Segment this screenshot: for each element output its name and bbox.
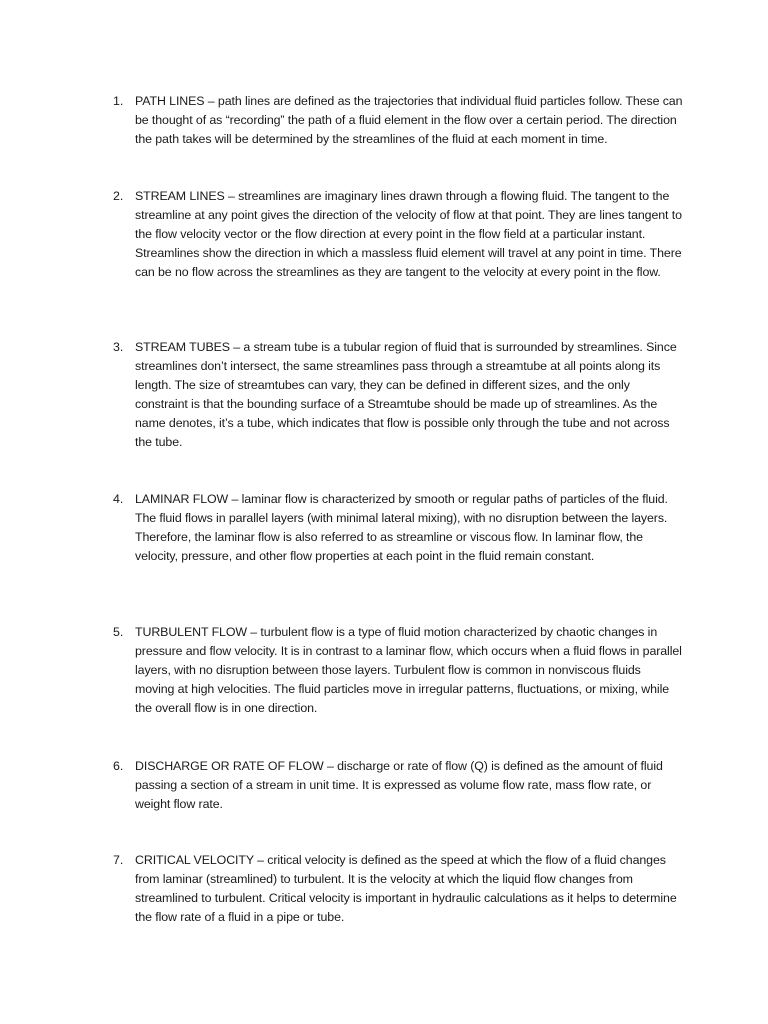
- list-item-text: PATH LINES – path lines are defined as the trajectories that individual fluid particles follow. These can be thought of as “recording” the path of a fluid element in the flow over a certain period. The direction the path takes will be determined by the streamlines of the fluid at each moment in time.: [135, 94, 683, 146]
- list-item-number: 1.: [113, 94, 124, 108]
- list-item-text: STREAM TUBES – a stream tube is a tubular region of fluid that is surrounded by streamlines. Since streamlines don’t intersect, the same streamlines pass through a streamtube at all points along its length. The size of streamtubes can vary, they can be defined in different sizes, and the only constraint is that the bounding surface of a Streamtube should be made up of streamlines. As the name denotes, it’s a tube, which indicates that flow is possible only through the tube and not across the tube.: [135, 340, 677, 449]
- list-item-number: 6.: [113, 759, 124, 773]
- list-item-text: TURBULENT FLOW – turbulent flow is a type of fluid motion characterized by chaotic changes in pressure and flow velocity. It is in contrast to a laminar flow, which occurs when a fluid flows in parallel layers, with no disruption between those layers. Turbulent flow is common in nonviscous fluids moving at high velocities. The fluid particles move in irregular patterns, fluctuations, or mixing, while the overall flow is in one direction.: [135, 625, 682, 715]
- list-item-text: CRITICAL VELOCITY – critical velocity is defined as the speed at which the flow of a fluid changes from laminar (streamlined) to turbulent. It is the velocity at which the liquid flow changes from streamlined to turbulent. Critical velocity is important in hydraulic calculations as it helps to determine the flow rate of a fluid in a pipe or tube.: [135, 853, 677, 924]
- list-item-number: 2.: [113, 189, 124, 203]
- list-item-text: LAMINAR FLOW – laminar flow is characterized by smooth or regular paths of particles of the fluid. The fluid flows in parallel layers (with minimal lateral mixing), with no disruption between the layers. Therefore, the laminar flow is also referred to as streamline or viscous flow. In laminar flow, the velocity, pressure, and other flow properties at each point in the fluid remain constant.: [135, 492, 668, 563]
- list-item-number: 3.: [113, 340, 124, 354]
- list-item-critical-velocity: [113, 851, 683, 927]
- list-item-text: DISCHARGE OR RATE OF FLOW – discharge or rate of flow (Q) is defined as the amount of fluid passing a section of a stream in unit time. It is expressed as volume flow rate, mass flow rate, or weight flow rate.: [135, 759, 663, 811]
- list-item-stream-lines: [113, 187, 683, 282]
- list-item-text: STREAM LINES – streamlines are imaginary lines drawn through a flowing fluid. The tangent to the streamline at any point gives the direction of the velocity of flow at that point. They are lines tangent to the flow velocity vector or the flow direction at every point in the flow field at a particular instant. Streamlines show the direction in which a massless fluid element will travel at any point in time. There can be no flow across the streamlines as they are tangent to the velocity at every point in the flow.: [135, 189, 682, 279]
- list-item-number: 7.: [113, 853, 124, 867]
- list-item-stream-tubes: [113, 338, 683, 451]
- list-item-number: 5.: [113, 625, 124, 639]
- list-item-path-lines: [113, 92, 683, 149]
- list-item-turbulent-flow: [113, 623, 683, 718]
- list-item-laminar-flow: [113, 490, 683, 566]
- list-item-number: 4.: [113, 492, 124, 506]
- list-item-discharge: [113, 757, 683, 814]
